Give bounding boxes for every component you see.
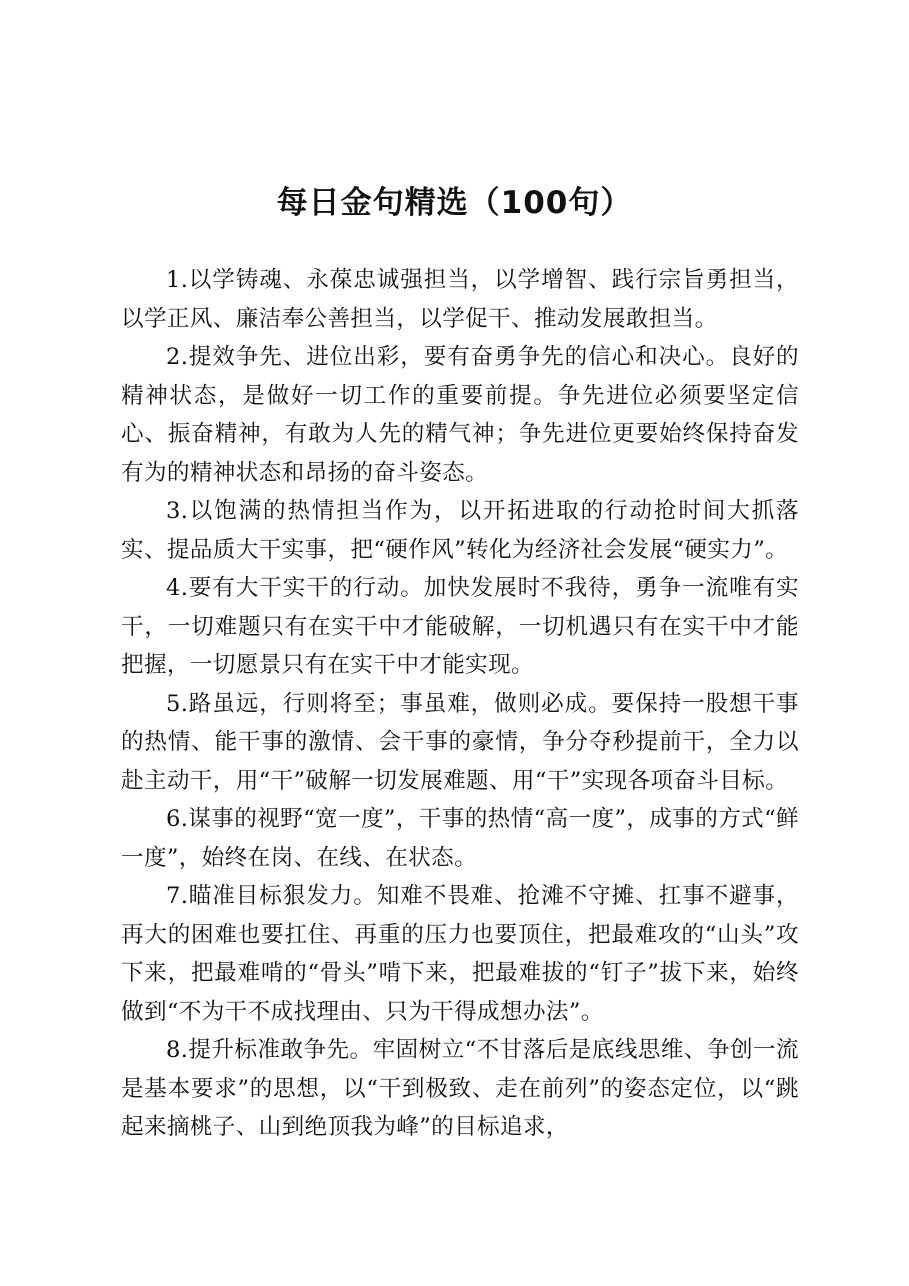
- paragraph-4: 4.要有大干实干的行动。加快发展时不我待，勇争一流唯有实干，一切难题只有在实干中才能破解，一切机遇只有在实干中才能把握，一切愿景只有在实干中才能实现。: [121, 575, 799, 678]
- paragraph-8: 8.提升标准敢争先。牢固树立“不甘落后是底线思维、争创一流是基本要求”的思想，以“干到极致、走在前列”的姿态定位，以“跳起来摘桃子、山到绝顶我为峰”的目标追求，: [121, 1037, 799, 1140]
- paragraph-6: 6.谋事的视野“宽一度”，干事的热情“高一度”，成事的方式“鲜一度”，始终在岗、在线、在状态。: [121, 806, 799, 871]
- paragraph-5: 5.路虽远，行则将至；事虽难，做则必成。要保持一股想干事的热情、能干事的激情、会干事的豪情，争分夺秒提前干，全力以赴主动干，用“干”破解一切发展难题、用“干”实现各项奋斗目标。: [121, 690, 799, 794]
- document-body: [121, 261, 799, 1147]
- paragraph-2: 2.提效争先、进位出彩，要有奋勇争先的信心和决心。良好的精神状态，是做好一切工作的重要前提。争先进位必须要坚定信心、振奋精神，有敢为人先的精气神；争先进位更要始终保持奋发有为的精神状态和昂扬的奋斗姿态。: [121, 344, 799, 486]
- paragraph-7: 7.瞄准目标狠发力。知难不畏难、抢滩不守摊、扛事不避事，再大的困难也要扛住、再重的压力也要顶住，把最难攻的“山头”攻下来，把最难啃的“骨头”啃下来，把最难拔的“钉子”拔下来，始终做到“不为干不成找理由、只为干得成想办法”。: [121, 883, 799, 1025]
- paragraph-3: 3.以饱满的热情担当作为，以开拓进取的行动抢时间大抓落实、提品质大干实事，把“硬作风”转化为经济社会发展“硬实力”。: [121, 498, 799, 563]
- paragraph-1: 1.以学铸魂、永葆忠诚强担当，以学增智、践行宗旨勇担当，以学正风、廉洁奉公善担当，以学促干、推动发展敢担当。: [121, 267, 799, 332]
- document-title: 每日金句精选（100句）: [276, 184, 633, 221]
